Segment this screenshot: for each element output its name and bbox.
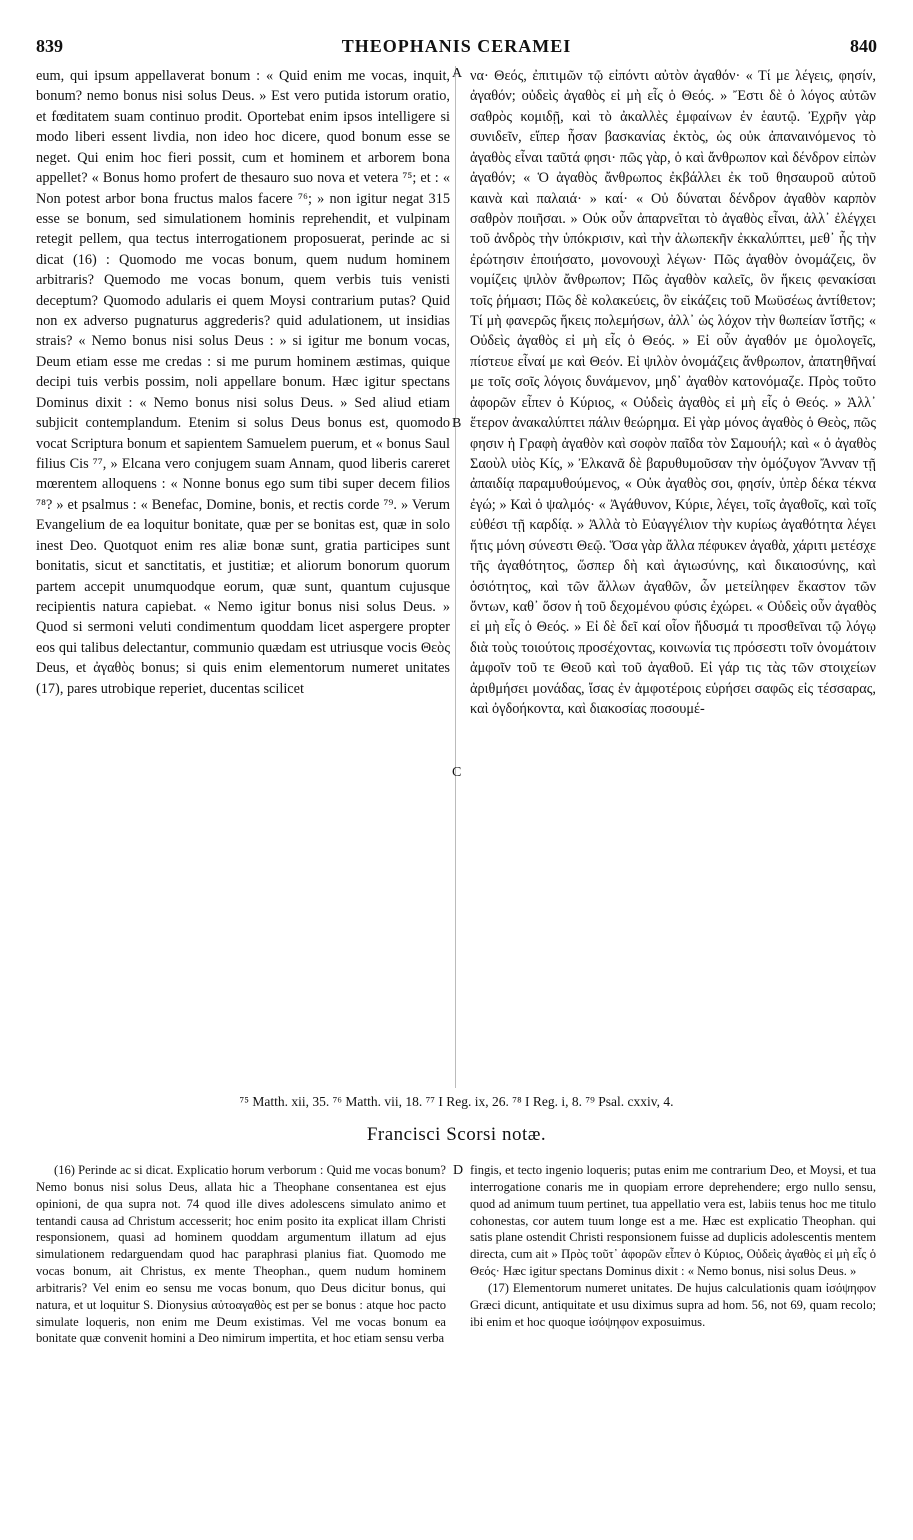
latin-column [36, 66, 450, 1088]
notes-right-column [470, 1162, 876, 1514]
notes-left-column [36, 1162, 446, 1514]
margin-marker-c: C [452, 765, 462, 780]
margin-marker-b: B [452, 416, 462, 431]
page-header [36, 36, 877, 58]
scripture-references: ⁷⁵ Matth. xii, 35. ⁷⁶ Matth. vii, 18. ⁷⁷ I Reg. ix, 26. ⁷⁸ I Reg. i, 8. ⁷⁹ Psal. cxxiv, 4. [239, 1094, 674, 1109]
margin-marker-d: D [453, 1163, 464, 1178]
note-paragraph: (17) Elementorum numeret unitates. De hujus calculationis quam ἰσόψηφον Græci dicunt, antiquitate et usu diximus supra ad hom. 56, not 69, quam recolo; ibi enim et hoc quoque ἰσόψηφον exposuimus. [470, 1280, 876, 1329]
greek-text: να· Θεός, ἐπιτιμῶν τῷ εἰπόντι αὐτὸν ἀγαθόν· « Τί με λέγεις, φησίν, ἀγαθόν; οὐδεὶς ἀγαθὸς εἰ μὴ εἷς ὁ Θεός. » Ἔστι δὲ ὁ λόγος αὐτῶν σαθρὸς κομιδῇ, καὶ τὸ ἀκαλλὲς ἐμφαίνων ἐν ἑαυτῷ. Ἐχρῆν γὰρ συνιδεῖν, εἴπερ ἦσαν βασκανίας ἐκτὸς, ὡς οὐκ ἀπαναινόμενος τὸ ἀγαθὸς εἶναι ταῦτά φησι· πῶς γὰρ, ὁ καὶ ἄνθρωπον καὶ δένδρον εἰπὼν ἀγαθόν; « Ὁ ἀγαθὸς ἄνθρωπος ἐκβάλλει ἐκ τοῦ θησαυροῦ αὐτοῦ καινὰ καὶ παλαιά· » καί· « Οὐ δύναται δένδρον ἀγαθὸν καρπὸν σαθρὸν ποιῆσαι. » Οὐκ οὖν ἀπαρνεῖται τὸ ἀγαθὸς εἶναι, ἀλλ᾽ ἐλέγχει τοῦ ἀνδρὸς τὴν ὑπόκρισιν, καὶ τὴν ἀλωπεκῆν ἐκκαλύπτει, μεθ᾽ ἧς τὴν ἐρώτησιν ἐποιήσατο, μονονουχὶ λέγων· Πῶς ἀγαθὸν ὀνομάζεις, ὃν νομίζεις ψιλὸν ἄνθρωπον; Πῶς ἀγαθὸν καλεῖς, ὃν ἥκεις φενακίσαι τοῖς ῥήμασι; Πῶς δὲ κολακεύεις, ὃν εἰκάζεις τοῦ Μωϋσέως ἀντίθετον; Τί μὴ φανερῶς ἥκεις πολεμήσων, ἀλλ᾽ ὡς λόχον τὴν θωπείαν ἵστῆς; « Οὐδεὶς ἀγαθὸς εἰ μὴ εἷς ὁ Θεός. » Εἰ οὖν ἀγαθόν με ὁμολογεῖς, πίστευε εἶναί με καὶ Θεόν. Εἰ ψιλὸν ὀνομάζεις ἄνθρωπον, ἀπατηθῆναί με τοῖς σοῖς λόγοις δυνάμενον, μηδ᾽ ἀγαθὸν κατονόμαζε. Πρὸς τοῦτο ἀφορῶν εἶπεν ὁ Κύριος, « Οὐδεὶς ἀγαθὸς εἰ μὴ εἷς ὁ Θεός. » Ἀλλ᾽ ἕτερον ἀνακαλύπτει πάλιν θεώρημα. Εἰ γὰρ μόνος ἀγαθὸς ὁ Θεὸς, πῶς φησιν ἡ Γραφὴ ἀγαθὸν καὶ σοφὸν παῖδα τὸν Σαμουήλ; καὶ « ὁ ἀγαθὸς Σαοὺλ υἱὸς Κίς, » Ἐλκανᾶ δὲ βαρυθυμοῦσαν τὴν ὁμόζυγον Ἄνναν τῇ ἀπαιδίᾳ παραμυθούμενος, « Οὐκ ἀγαθὸς σοι, φησίν, ὑπὲρ δέκα τέκνα ἐγώ; » Καὶ ὁ ψαλμός· « Ἀγάθυνον, Κύριε, λέγει, τοῖς ἀγαθοῖς, καὶ τοῖς εὐθέσι τῇ καρδίᾳ. » Ἀλλὰ τὸ Εὐαγγέλιον τὴν κυρίως ἀγαθότητα λέγει ἥτις μόνη σύνεστι Θεῷ. Ὅσα γὰρ ἄλλα πέφυκεν ἀγαθὰ, χάριτι μετέσχε τῆς ἀγαθότητος, ὥσπερ δὴ καὶ ἁγιωσύνης, καὶ δικαιοσύνης, καὶ ὁσιότητος, καὶ τῶν ἄλλων ἀγαθῶν, ὧν μετείληφεν ἕκαστον τῶν ὄντων, καθ᾽ ὅσον ἡ τοῦ δεχομένου φύσις ἐχώρει. « Οὐδεὶς οὖν ἀγαθὸς εἰ μὴ εἷς ὁ Θεός. » Εἰ δὲ δεῖ καί οἷον ἥδυσμά τι προσθεῖναι τῷ λόγῳ διὰ τοὺς τοιούτοις προσέχοντας, κοινωνία τις πρόσεστι τοῖν ὀνομάτοιν ἀμφοῖν τοῦ τε Θεοῦ καὶ τοῦ ἀγαθοῦ. Εἰ γάρ τις τὰς τῶν στοιχείων ἀριθμήσει μονάδας, ἴσας ἐν ἀμφοτέροις εὑρήσει σαφῶς εἰς τέσσαρας, καὶ ὀγδοήκοντα, καὶ διακοσίας ποσουμέ- [470, 68, 876, 718]
column-divider [455, 66, 456, 1088]
note-paragraph: fingis, et tecto ingenio loqueris; putas enim me contrarium Deo, et Moysi, et tua interrogatione conaris me in quopiam errore deprehendere; ergo nullo sensu, quod ad animum tuum pertinet, tua appellatio vera est, labiis tenus hoc me titulo cohonestas, cor autem tuum longe est a me. Hæc est explicatio Theophan. qui satis plane ostendit Christi responsionem fuisse ad duplicis adolescentis mentem directa, cum ait » Πρὸς τοῦτ᾽ ἀφορῶν εἶπεν ὁ Κύριος, Οὐδεὶς ἀγαθὸς εἰ μὴ εἷς ὁ Θεός· Hæc igitur spectans Dominus dixit : « Nemo bonus, nisi solus Deus. » [470, 1163, 876, 1279]
page-number-left: 839 [36, 36, 63, 56]
greek-column [470, 66, 876, 1088]
page-number-right: 840 [850, 36, 877, 56]
running-title: THEOPHANIS CERAMEI [341, 36, 572, 56]
latin-text: eum, qui ipsum appellaverat bonum : « Quid enim me vocas, inquit, bonum? nemo bonus nisi solus Deus. » Est vero putida istorum oratio, et fœditatem suam continuo prodit. Oportebat enim ipsos intelligere si modo liberi essent livdia, non ideo hoc dicere, quod bonum esse se neget. Qui enim hoc fieri possit, cum et hominem et arborem bona appellet? « Bonus homo profert de thesauro suo nova et vetera ⁷⁵; et : « Non potest arbor bona fructus malos facere ⁷⁶; » non igitur negat 315 esse se bonum, sed simulationem hominis reprehendit, et vulpinam retegit pellem, qua tectus interrogationem proposuerat, perinde ac si dicat (16) : Quomodo me vocas bonum, quem nudum hominem arbitraris? Quemodo me vocas bonum, quem verbis tuis venisti deceptum? Quomodo adularis ei quem Moysi contrarium putas? Quid non ex adverso pugnaturus aggrederis? quid adulationem, ut insidias strais? « Nemo bonus nisi solus Deus : » si igitur me bonum vocas, Deum etiam esse me credas : si me purum hominem æstimas, quique decipi tuis verbis possim, noli appellare bonum. Hæc igitur spectans Dominus dixit : « Nemo bonus nisi solus Deus. » Sed aliud etiam subjicit contemplandum. Etenim si solus Deus bonus est, quomodo vocat Scriptura bonum et sapientem Samuelem puerum, et « bonus Saul filius Cis ⁷⁷, » Elcana vero conjugem suam Annam, quod liberis careret mœrentem alloquens : « Nonne bonus ego sum tibi super decem filios ⁷⁸? » et psalmus : « Benefac, Domine, bonis, et rectis corde ⁷⁹. » Verum Evangelium de ea loquitur bonitate, quæ per se bonitas est, quæ in solo inest Deo. Quotquot enim res aliæ bonæ sunt, gratia participes sunt bonitatis, sicut et sanctitatis, et justitiæ; et aliorum bonorum quorum partem accepit unumquodque eorum, quæ sunt, quantum cujusque recipientis natura capiebat. « Nemo igitur bonus nisi solus Deus. » Quod si sermoni veluti condimentum quoddam licet aspergere propter eos qui talibus delectantur, communio quædam est utriusque vocis Θεὸς Deus, et ἀγαθὸς bonus; si quis enim elementorum numeret unitates (17), pares utrobique reperiet, ducentas scilicet [36, 68, 450, 697]
notes-heading: Francisci Scorsi notæ. [366, 1124, 547, 1145]
margin-marker-a: A [452, 66, 463, 81]
note-paragraph: (16) Perinde ac si dicat. Explicatio horum verborum : Quid me vocas bonum? Nemo bonus nisi solus Deus, allata hic a Theophane consentanea est ejus opinioni, de qua supra not. 74 quod ille dives adolescens simulato animo et tentandi causa ad Christum accesserit; hoc enim posito ita explicat illam Christi responsionem, quasi ad hominem quoddam argumentum illatum ad ejus simulationem redarguendam quod hac paraphrasi planius fiat. Quomodo me vocas bonum, ait Christus, ex mente Theophan., quem nudum hominem arbitraris? Vel enim eo sensu me vocas bonum, quo Deus dicitur bonus, qui natura, et ut loquitur S. Dionysius αὐτοαγαθὸς est per se bonus : atque hoc pacto simulate loqueris, non enim me Deum existimas. Vel me vocas bonum ea bonitate quæ convenit homini a Deo nimirum impertita, et hoc etiam sensu verba [36, 1163, 446, 1346]
